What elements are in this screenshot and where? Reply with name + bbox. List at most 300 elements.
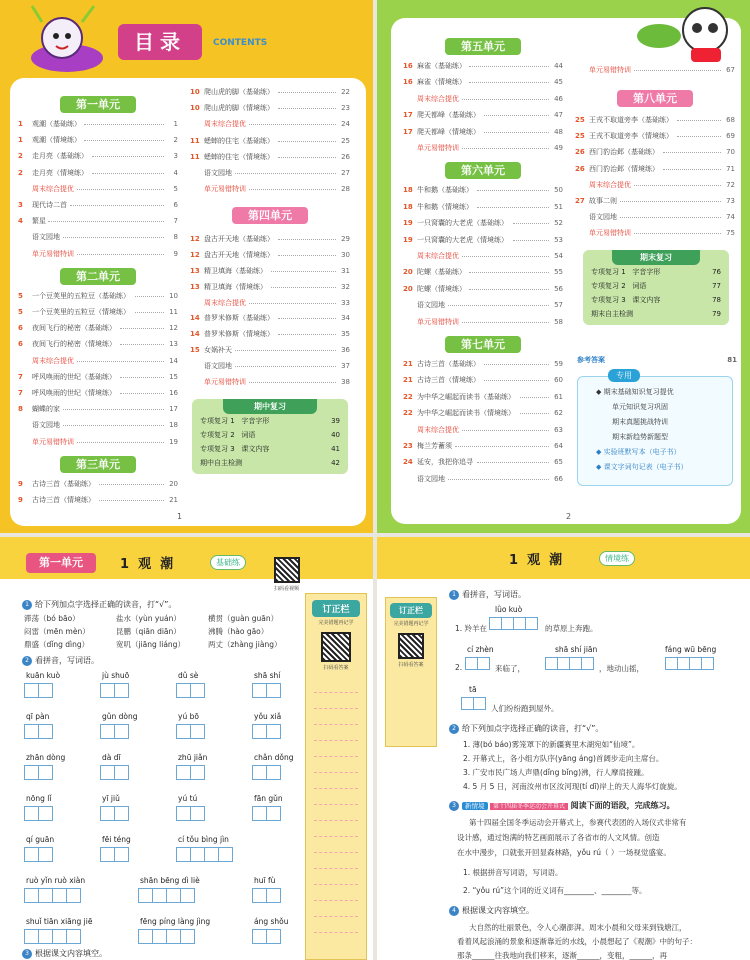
entry-number: 17 [403,111,413,120]
toc-entry[interactable] [403,358,563,371]
toc-entry[interactable] [403,407,563,420]
leader-dots [663,169,721,170]
toc-entry[interactable] [575,130,735,143]
answer-boxes[interactable] [24,765,52,780]
entry-number: 14 [190,330,200,339]
correction-line[interactable] [314,900,358,901]
entry-title: 周末综合提优 [32,184,74,193]
answer-boxes[interactable] [24,724,52,739]
entry-page: 38 [341,377,350,386]
toc-entry[interactable] [18,387,178,400]
pinyin-hint: ruò yǐn ruò xiàn [26,876,86,885]
answer-boxes[interactable] [545,657,593,670]
toc-entry[interactable] [18,306,178,319]
toc-entry[interactable] [575,163,735,176]
entry-title: 盘古开天地（基础练） [204,235,274,244]
pinyin-hint: shān bēng dì liè [140,876,200,885]
review-entry[interactable] [583,293,729,307]
q1-text-a: 1. 羚羊在 [455,624,488,633]
entry-page: 31 [341,267,350,275]
answer-boxes[interactable] [176,847,232,862]
leader-dots [469,82,549,83]
toc-entry[interactable] [190,118,350,131]
toc-page-1 [0,0,373,533]
entry-page: 24 [341,120,350,129]
leader-dots [469,272,549,273]
leader-dots [520,413,549,414]
correction-line[interactable] [314,884,358,885]
entry-title: 单元易错特训 [204,185,246,194]
entry-number: 18 [403,202,413,211]
leader-dots [448,305,549,306]
entry-title: 爬山虎的脚（基础练） [204,88,274,96]
correction-line[interactable] [314,708,358,709]
pinyin-hint: shā shí [254,671,281,680]
entry-page: 32 [341,282,350,291]
toc-entry[interactable] [190,135,350,148]
toc-entry[interactable] [18,231,178,244]
correction-line[interactable] [314,932,358,933]
section-text: 根据课文内容填空。 [35,949,107,958]
section-1-instruction [449,589,526,600]
toc-entry[interactable] [190,86,350,99]
answer-qr-code[interactable] [398,633,424,659]
section-3-instruction [22,948,107,959]
correction-line[interactable] [314,836,358,837]
sentence-item[interactable]: 4. 5 月 5 日，河南汝州市区汝河现(tí dī)岸上的天人海华灯旋旋。 [463,782,682,791]
bonus-item[interactable]: 期末新趋势新题型 [612,432,668,441]
entry-page: 3 [173,152,178,161]
answer-boxes[interactable] [100,847,128,862]
leader-dots [135,296,164,297]
entry-page: 55 [554,268,563,277]
bonus-item[interactable]: ◆ 实验班默写本（电子书） [596,447,681,456]
pinyin-hint: cí zhèn [467,645,494,654]
entry-page: 6 [173,201,178,209]
entry-page: 62 [554,409,563,418]
leader-dots [63,425,164,426]
pronunciation-choice[interactable]: 宽叽（jiāng liáng） [116,640,185,649]
toc-entry[interactable] [18,494,178,507]
entry-number: 22 [403,409,413,418]
toc-entry[interactable] [403,456,563,469]
q3-text: 人们纷纷跑到屋外。 [491,704,559,713]
toc-entry[interactable] [190,312,350,325]
entry-title: 普罗米修斯（情境练） [204,330,274,339]
leader-dots [278,157,336,158]
sentence-item[interactable]: 2. 开幕式上，各小组方队序(yāng áng)首阔步走向主席台。 [463,754,664,763]
answer-qr-code[interactable] [321,632,351,662]
entry-page: 60 [554,376,563,385]
pronunciation-choice[interactable]: 沸腾（hào gāo） [208,627,269,636]
answer-boxes[interactable] [24,683,52,698]
number-icon: 2 [22,656,32,666]
correction-line[interactable] [314,756,358,757]
leader-dots [513,240,549,241]
paragraph-line: 第十四届全国冬季运动会开幕式上，参赛代表团的入场仪式非常有 [469,818,687,827]
toc-entry[interactable] [190,328,350,341]
answer-boxes[interactable] [252,683,280,698]
toc-entry[interactable] [403,201,563,214]
answer-boxes[interactable] [24,847,52,862]
pinyin-hint: fáng wū bēng [665,645,717,654]
correction-line[interactable] [314,772,358,773]
contents-label: CONTENTS [213,38,268,48]
toc-entry[interactable] [403,250,563,263]
toc-entry[interactable] [190,183,350,196]
entry-title: 周末综合提优 [417,252,459,260]
pronunciation-choice[interactable]: 横贯（guàn guān） [208,614,279,623]
toc-entry[interactable] [18,167,178,180]
toc-entry[interactable] [190,233,350,246]
toc-entry[interactable] [190,265,350,278]
correction-line[interactable] [314,788,358,789]
toc-entry[interactable] [403,299,563,312]
toc-entry[interactable] [18,322,178,335]
context-tag: 第十四届冬季运动会开幕式 [490,803,568,810]
review-entry[interactable] [583,279,729,293]
toc-entry[interactable] [403,109,563,122]
pronunciation-choice[interactable]: 两丈（zhàng jiàng） [208,640,282,649]
answer-boxes[interactable] [176,683,204,698]
bonus-item[interactable]: ◆ 课文字词句记表（电子书） [596,462,688,471]
toc-entry[interactable] [403,266,563,279]
entry-title: 古诗三首（情境练） [417,376,480,385]
pinyin-hint: tā [469,685,477,694]
bonus-item[interactable]: 单元知识复习巩固 [612,402,668,411]
toc-entry[interactable] [18,403,178,416]
entry-page: 40 [331,431,340,440]
answer-boxes[interactable] [252,806,280,821]
unit-heading: 第三单元 [60,456,136,473]
leader-dots [484,132,549,133]
toc-entry[interactable] [403,76,563,89]
toc-entry[interactable] [18,199,178,212]
leader-dots [77,361,164,362]
toc-entry[interactable] [403,316,563,329]
q2-text-a: 2. [455,663,463,672]
toc-entry[interactable] [18,215,178,228]
entry-number: 9 [18,496,23,504]
answer-boxes[interactable] [176,724,204,739]
entry-title: 单元易错特训 [417,144,459,152]
entry-title: 梅兰芳蓄须 [417,442,452,450]
entry-page: 74 [726,213,735,222]
entry-number: 14 [190,314,200,323]
toc-entry[interactable] [18,419,178,432]
leader-dots [477,462,549,463]
review-entry[interactable] [192,414,348,428]
entry-title: 单元易错特训 [32,437,74,446]
leader-dots [120,344,164,345]
toc-entry[interactable] [403,391,563,404]
pinyin-hint: lǜo kuò [495,605,523,614]
lesson-title: 1 观 潮 [509,553,563,568]
entry-page: 79 [712,309,721,318]
entry-page: 41 [331,445,340,454]
leader-dots [278,239,336,240]
entry-page: 8 [173,233,178,242]
entry-number: 15 [190,346,200,354]
leader-dots [620,217,721,218]
answer-boxes[interactable] [465,657,489,670]
entry-page: 21 [169,496,178,504]
entry-number: 8 [18,405,23,414]
entry-number: 20 [403,268,413,277]
toc-entry[interactable] [18,290,178,303]
entry-page: 73 [726,197,735,205]
answer-boxes[interactable] [138,888,194,903]
correction-line[interactable] [314,692,358,693]
qr-code[interactable] [274,557,300,583]
answer-boxes[interactable] [176,806,204,821]
entry-title: 为中华之崛起而读书（情境练） [417,409,515,418]
toc-entry[interactable] [190,249,350,262]
entry-page: 20 [169,479,178,488]
toc-entry[interactable] [18,118,178,131]
entry-number: 2 [18,168,23,177]
bonus-item[interactable]: 期末真题挑战特训 [612,417,668,426]
leader-dots [92,173,164,174]
toc-entry[interactable] [403,142,563,155]
pinyin-hint: áng shǒu [254,917,289,926]
entry-title: 现代诗二首 [32,201,67,209]
review-entry[interactable] [583,307,729,321]
entry-number: 18 [403,186,413,195]
leader-dots [235,366,336,367]
answer-boxes[interactable] [100,765,128,780]
pronunciation-choice[interactable]: 昆鹏（qiān diān） [116,627,181,636]
entry-page: 48 [554,127,563,136]
entry-number: 26 [575,164,585,173]
pinyin-hint: cí tǒu bìng jìn [178,835,229,844]
toc-entry[interactable] [18,183,178,196]
answer-boxes[interactable] [24,806,52,821]
entry-page: 63 [554,425,563,434]
lesson-page-basic [0,537,373,960]
entry-number: 9 [18,479,23,488]
review-entry[interactable] [192,442,348,456]
toc-entry[interactable] [403,126,563,139]
answer-boxes[interactable] [252,929,280,944]
section-4-instruction [449,905,534,916]
paragraph-line: 大自然的壮丽景色，令人心潮澎湃。周末小晨和父母来到钱塘江， [469,923,687,932]
entry-number: 23 [403,442,413,450]
toc-entry[interactable] [18,134,178,147]
toc-entry[interactable] [575,195,735,208]
toc-entry[interactable] [18,248,178,261]
correction-line[interactable] [314,916,358,917]
answer-boxes[interactable] [100,724,128,739]
answer-boxes[interactable] [461,697,485,710]
answer-boxes[interactable] [252,888,280,903]
entry-page: 1 [173,120,178,128]
toc-entry[interactable] [575,227,735,240]
correction-line[interactable] [314,852,358,853]
correction-label: 订正栏 [390,603,432,618]
entry-title: 专项复习 2 词语 [591,281,647,290]
sentence-item[interactable]: 3. 广安市民广场人声鼎(dǐng bǐng)沸，行人摩肩接踵。 [463,768,649,777]
entry-title: 周末综合提优 [589,180,631,189]
leader-dots [92,156,164,157]
review-box [583,250,729,325]
toc-entry[interactable] [577,354,737,367]
entry-title: 单元易错特训 [589,66,631,74]
pronunciation-choice[interactable]: 滞荡（bó bāo） [24,614,80,623]
toc-entry[interactable] [18,371,178,384]
review-entry[interactable] [192,428,348,442]
entry-page: 27 [341,169,350,177]
answer-boxes[interactable] [176,765,204,780]
answer-boxes[interactable] [138,929,194,944]
review-entry[interactable] [583,265,729,279]
entry-number: 4 [18,217,23,226]
toc-entry[interactable] [190,167,350,180]
toc-entry[interactable] [190,297,350,310]
toc-entry[interactable] [190,376,350,389]
answer-boxes[interactable] [24,888,80,903]
correction-line[interactable] [314,724,358,725]
toc-entry[interactable] [190,360,350,373]
entry-page: 65 [554,458,563,467]
entry-title: 观潮（情境练） [32,136,81,145]
toc-entry[interactable] [575,64,735,77]
leader-dots [663,152,721,153]
toc-entry[interactable] [403,93,563,106]
section-2-instruction [449,723,603,734]
section-text: 根据课文内容填空。 [462,906,534,915]
toc-entry[interactable] [403,184,563,197]
toc-entry[interactable] [190,151,350,164]
answer-boxes[interactable] [252,724,280,739]
unit-tab: 第一单元 [26,553,96,573]
section-2-instruction [22,655,99,666]
entry-title: 语文园地 [417,301,445,310]
review-entry[interactable] [192,456,348,470]
toc-entry[interactable] [18,338,178,351]
number-icon: 1 [449,590,459,600]
answer-boxes[interactable] [252,765,280,780]
correction-subtitle: 完美错题再记学 [318,620,354,626]
pinyin-hint: dǔ sè [178,671,199,680]
entry-title: 单元易错特训 [589,229,631,238]
toc-entry[interactable] [575,179,735,192]
correction-line[interactable] [314,820,358,821]
number-icon: 1 [22,600,32,610]
toc-entry[interactable] [18,355,178,368]
entry-title: 蟋蟀的住宅（情境练） [204,152,274,161]
leader-dots [278,255,336,256]
pronunciation-choice[interactable]: 盐水（yùn yuán） [116,614,181,623]
leader-dots [634,233,721,234]
correction-line[interactable] [314,868,358,869]
pronunciation-choice[interactable]: 闷雷（mēn mèn） [24,627,90,636]
leader-dots [271,271,336,272]
section-text: 给下列加点字选择正确的读音，打“√”。 [35,600,177,609]
entry-page: 64 [554,442,563,450]
answer-boxes[interactable] [665,657,713,670]
bonus-item[interactable]: ◆ 期末基础知识复习提优 [596,387,674,396]
toc-entry[interactable] [403,473,563,486]
entry-title: 盘古开天地（情境练） [204,251,274,260]
leader-dots [462,148,549,149]
answer-boxes[interactable] [24,929,80,944]
pinyin-hint: yú bō [178,712,199,721]
entry-title: 期中自主检测 [200,459,242,468]
toc-entry[interactable] [18,478,178,491]
entry-page: 70 [726,148,735,157]
entry-page: 34 [341,314,350,323]
q1-text-b: 的草原上奔跑。 [545,624,598,633]
pronunciation-choice[interactable]: 鼎盛（dǐng dìng） [24,640,90,649]
entry-page: 2 [173,136,178,145]
toc-entry[interactable] [403,217,563,230]
answer-boxes[interactable] [100,683,128,698]
correction-line[interactable] [314,804,358,805]
entry-page: 56 [554,284,563,293]
leader-dots [448,479,549,480]
entry-title: 牛和鹅（基础练） [417,186,473,195]
toc-entry[interactable] [403,60,563,73]
pinyin-hint: yǒu xiǎ [254,712,282,721]
entry-title: 精卫填海（基础练） [204,267,267,275]
toc-entry[interactable] [575,114,735,127]
correction-line[interactable] [314,740,358,741]
entry-page: 77 [712,281,721,290]
leader-dots [455,446,549,447]
leader-dots [278,92,336,93]
pinyin-hint: gǔn dòng [102,712,138,721]
entry-title: 王戎不取道旁李（情境练） [589,132,673,141]
toc-entry[interactable] [575,146,735,159]
toc-entry[interactable] [190,102,350,115]
leader-dots [513,223,549,224]
new-context-tag: 新情境 [462,802,488,810]
entry-number: 13 [190,282,200,291]
toc-entry[interactable] [403,374,563,387]
toc-entry[interactable] [190,344,350,357]
answer-boxes[interactable] [100,806,128,821]
toc-entry[interactable] [18,150,178,163]
sentence-item[interactable]: 1. 薄(bó báo)雾笼罩下的新疆赛里木湖宛如“仙境”。 [463,740,640,749]
toc-entry[interactable] [403,424,563,437]
entry-number: 21 [403,360,413,368]
entry-number: 11 [190,136,200,145]
toc-entry[interactable] [575,211,735,224]
q2-text-b: 来临了， [495,664,525,673]
entry-page: 42 [331,459,340,468]
leader-dots [77,442,164,443]
pinyin-hint: zhū jiǎn [178,753,208,762]
toc-entry[interactable] [18,436,178,449]
leader-dots [278,318,336,319]
leader-dots [84,140,164,141]
toc-entry[interactable] [403,234,563,247]
unit-heading: 第六单元 [445,162,521,179]
entry-title: 普罗米修斯（基础练） [204,314,274,323]
toc-entry[interactable] [190,281,350,294]
entry-title: 呼风唤雨的世纪（基础练） [32,372,116,381]
bonus-tag: 专用 [608,369,640,382]
pinyin-hint: nōng lǐ [26,794,52,803]
pinyin-hint: fān gǔn [254,794,283,803]
leader-dots [63,409,164,410]
pinyin-hint: shā shí jiān [555,645,598,654]
correction-subtitle: 完美错题再记学 [393,621,429,627]
toc-entry[interactable] [403,440,563,453]
answer-boxes[interactable] [489,617,537,630]
toc-entry[interactable] [403,283,563,296]
